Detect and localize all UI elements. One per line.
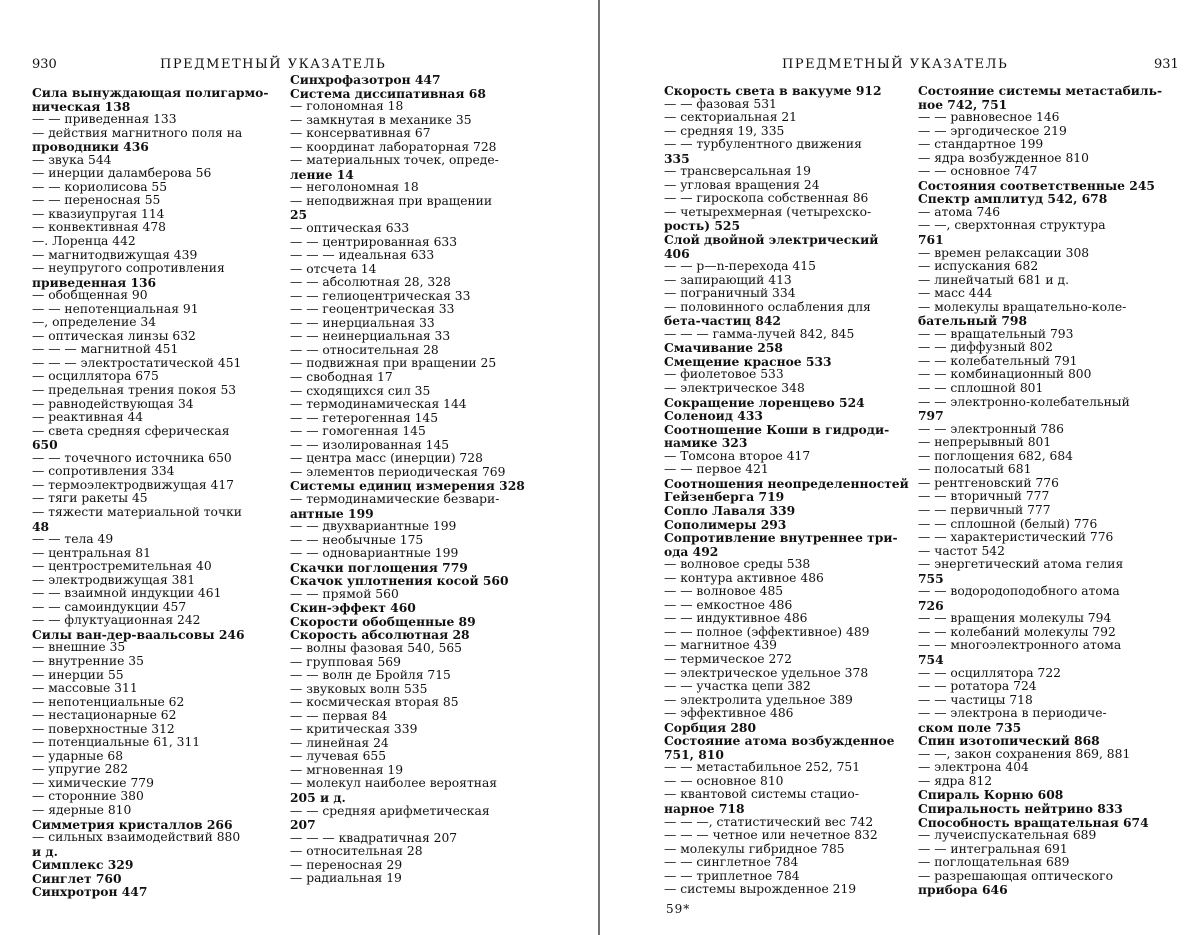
index-entry: — — относительная 28 [290,342,439,357]
index-entry: Синхрофазотрон 447 [290,72,441,87]
index-entry: — ядра возбужденное 810 [918,150,1089,165]
index-entry: — эффективное 486 [664,706,794,721]
index-entry: — нестационарные 62 [32,708,177,723]
index-entry: — радиальная 19 [290,871,402,886]
index-entry: — — первое 421 [664,462,769,477]
index-entry: антные 199 [290,505,374,521]
index-entry: — — ротатора 724 [918,679,1037,694]
index-entry: — осциллятора 675 [32,369,159,384]
index-entry: прибора 646 [918,882,1008,898]
index-entry: — трансверсальная 19 [664,164,811,179]
index-entry: — — — идеальная 633 [290,248,435,263]
index-entry: — времен релаксации 308 [918,245,1090,260]
index-entry: приведенная 136 [32,274,157,290]
index-entry: — — фазовая 531 [664,96,777,111]
index-entry: Скорость света в вакууме 912 [664,83,882,98]
index-entry: — — — четное или нечетное 832 [664,828,878,843]
index-entry: — непотенциальные 62 [32,694,185,709]
index-entry: Скачок уплотнения косой 560 [290,573,509,589]
index-entry: — магнитное 439 [664,638,777,653]
index-entry: — — гироскопа собственная 86 [664,191,869,206]
index-entry: 25 [290,207,308,223]
index-entry: — — вращательный 793 [918,326,1074,341]
index-entry: — оптическая 633 [290,221,410,236]
index-entry: — — волн де Бройля 715 [290,668,451,683]
index-entry: — — точечного источника 650 [32,450,232,465]
index-entry: — оптическая линзы 632 [32,328,196,343]
index-entry: — — триплетное 784 [664,868,800,883]
index-entry: — — центрированная 633 [290,234,458,249]
index-entry: — — первая 84 [290,708,388,723]
right-page [606,0,1200,935]
index-entry: — поверхностные 312 [32,721,175,736]
index-entry: бательный 798 [918,313,1028,329]
index-entry: — критическая 339 [290,722,418,737]
index-entry: 335 [664,150,690,166]
index-entry: — — многоэлектронного атома [918,638,1122,653]
index-entry: — электрическое удельное 378 [664,665,869,680]
index-entry: — стандартное 199 [918,137,1044,152]
index-entry: 754 [918,651,944,667]
index-entry: 48 [32,518,50,534]
left-index-column-2 [290,73,580,886]
index-entry: Соотношения неопределенностей [664,475,909,491]
index-entry: — — эргодическое 219 [918,123,1067,138]
index-entry: Скачки поглощения 779 [290,559,468,575]
index-entry: — — основное 747 [918,164,1038,179]
index-entry: — конвективная 478 [32,220,166,235]
index-entry: — — изолированная 145 [290,437,450,452]
index-entry: — — инерциальная 33 [290,315,435,330]
index-entry: — — колебаний молекулы 792 [918,624,1116,639]
index-entry: 797 [918,408,944,424]
index-entry: — — емкостное 486 [664,597,793,612]
index-entry: Системы единиц измерения 328 [290,478,525,494]
index-entry: — электродвижущая 381 [32,572,196,587]
index-entry: — испускания 682 [918,259,1039,274]
index-entry: Синглет 760 [32,870,122,886]
right-index-column-1 [664,84,912,897]
index-entry: — инерции 55 [32,667,124,682]
index-entry: — упругие 282 [32,762,129,777]
index-entry: — — колебательный 791 [918,353,1078,368]
index-entry: Слой двойной электрический [664,232,879,248]
index-entry: Симметрия кристаллов 266 [32,816,233,832]
index-entry: — — электронно-колебательный [918,394,1130,409]
index-entry: — замкнутая в механике 35 [290,112,472,127]
index-entry: — свободная 17 [290,370,393,385]
index-entry: Способность вращательная 674 [918,814,1149,830]
index-entry: — электрическое 348 [664,381,805,396]
index-entry: — молекул наиболее вероятная [290,776,498,791]
index-entry: — — гетерогенная 145 [290,410,439,425]
index-entry: — магнитодвижущая 439 [32,247,198,262]
index-entry: — термодинамическая 144 [290,397,467,412]
index-entry: — потенциальные 61, 311 [32,735,201,750]
index-entry: — — волновое 485 [664,584,784,599]
index-entry: Симплекс 329 [32,857,134,873]
index-entry: — системы вырожденное 219 [664,882,857,897]
index-entry: — волны фазовая 540, 565 [290,640,462,655]
index-entry: — — электрона в периодиче- [918,706,1107,721]
index-entry: Силы ван-дер-ваальсовы 246 [32,626,245,642]
index-entry: — — —, статистический вес 742 [664,814,874,829]
index-entry: Сокращение лоренцево 524 [664,394,865,410]
index-entry: проводники 436 [32,139,149,155]
index-entry: 755 [918,570,944,586]
index-entry: — мгновенная 19 [290,762,404,777]
index-entry: — консервативная 67 [290,126,431,141]
index-entry: рость) 525 [664,218,741,234]
index-entry: — обобщенная 90 [32,288,148,303]
index-entry: — — сплошной (белый) 776 [918,516,1098,531]
index-entry: — частот 542 [918,543,1005,558]
index-entry: — внутренние 35 [32,653,144,668]
index-entry: — контура активное 486 [664,570,824,585]
index-entry: — — полное (эффективное) 489 [664,624,870,639]
index-entry: —. Лоренца 442 [32,234,136,249]
index-entry: — атома 746 [918,204,1001,219]
index-entry: — массовые 311 [32,681,138,696]
index-entry: — — двухвариантные 199 [290,519,457,534]
index-entry: — ударные 68 [32,748,124,763]
index-entry: — — участка цепи 382 [664,679,811,694]
index-entry: Смещение красное 533 [664,353,832,369]
index-entry: — — метастабильное 252, 751 [664,760,861,775]
index-entry: — голономная 18 [290,99,404,114]
index-entry: — — водородоподобного атома [918,584,1120,599]
index-entry: — — самоиндукции 457 [32,599,187,614]
index-entry: — — комбинационный 800 [918,367,1092,382]
index-entry: — — турбулентного движения [664,137,862,152]
index-entry: Гейзенберга 719 [664,489,785,505]
index-entry: — элементов периодическая 769 [290,464,506,479]
index-entry: — — осциллятора 722 [918,665,1061,680]
index-entry: 726 [918,597,944,613]
index-entry: Скин-эффект 460 [290,600,416,616]
index-entry: — внешние 35 [32,640,126,655]
index-entry: — — индуктивное 486 [664,611,808,626]
index-entry: — групповая 569 [290,654,401,669]
index-entry: Сорбция 280 [664,719,757,735]
index-entry: — звуковых волн 535 [290,681,428,696]
index-entry: — — частицы 718 [918,692,1033,707]
index-entry: — термоэлектродвижущая 417 [32,477,235,492]
index-entry: — звука 544 [32,152,112,167]
index-entry: — лучеиспускательная 689 [918,828,1097,843]
index-entry: — волновое среды 538 [664,557,811,572]
index-entry: — переносная 29 [290,857,403,872]
index-entry: ление 14 [290,166,354,182]
index-entry: — — переносная 55 [32,193,161,208]
index-entry: — — диффузный 802 [918,340,1053,355]
index-entry: — секториальная 21 [664,110,798,125]
signature-mark: 59* [666,902,691,916]
index-entry: 406 [664,245,690,261]
index-entry: — космическая вторая 85 [290,695,459,710]
index-entry: — сопротивления 334 [32,464,175,479]
index-entry: и д. [32,843,58,859]
index-entry: бета-частиц 842 [664,313,781,329]
index-entry: — поглощения 682, 684 [918,448,1073,463]
index-entry: — — непотенциальная 91 [32,301,199,316]
index-entry: — молекулы вращательно-коле- [918,299,1127,314]
index-entry: — непрерывный 801 [918,435,1052,450]
index-entry: — неупругого сопротивления [32,261,225,276]
index-entry: 761 [918,232,944,248]
index-entry: нарное 718 [664,800,745,816]
index-entry: — средняя 19, 335 [664,123,785,138]
index-entry: — — прямой 560 [290,586,399,601]
index-entry: — — флуктуационная 242 [32,613,201,628]
index-entry: Спиральность нейтрино 833 [918,800,1123,816]
index-entry: — четырехмерная (четырехско- [664,204,872,219]
index-entry: Сопло Лаваля 339 [664,502,796,518]
left-page [0,0,592,935]
index-entry: Сила вынуждающая полигармо- [32,85,269,100]
index-entry: — — одновариантные 199 [290,546,459,561]
index-entry: — света средняя сферическая [32,423,230,438]
index-entry: — тяжести материальной точки [32,504,242,519]
index-entry: — — p—n-перехода 415 [664,259,816,274]
index-entry: — линейная 24 [290,735,389,750]
index-entry: Синхротрон 447 [32,884,148,900]
index-entry: Соленоид 433 [664,408,763,424]
index-entry: — поглощательная 689 [918,855,1070,870]
index-entry: ное 742, 751 [918,96,1008,112]
index-entry: — лучевая 655 [290,749,387,764]
index-entry: — отсчета 14 [290,261,377,276]
index-entry: — реактивная 44 [32,410,144,425]
index-entry: — инерции даламберова 56 [32,166,212,181]
index-entry: — квазиупругая 114 [32,206,165,221]
index-entry: Спираль Корню 608 [918,787,1064,803]
right-running-title: ПРЕДМЕТНЫЙ УКАЗАТЕЛЬ [782,57,1009,72]
index-entry: — угловая вращения 24 [664,177,820,192]
index-entry: — — тела 49 [32,532,114,547]
index-entry: — неподвижная при вращении [290,193,493,208]
index-entry: — сходящихся сил 35 [290,383,431,398]
index-entry: — — первичный 777 [918,502,1051,517]
right-page-number: 931 [1154,57,1179,72]
index-entry: — — геоцентрическая 33 [290,302,455,317]
index-entry: — линейчатый 681 и д. [918,272,1070,287]
index-entry: — масс 444 [918,286,993,301]
index-entry: — — необычные 175 [290,532,424,547]
index-entry: 205 и д. [290,789,346,805]
index-entry: — тяги ракеты 45 [32,491,148,506]
right-index-column-2 [918,84,1194,897]
index-entry: — — — магнитной 451 [32,342,179,357]
index-entry: — равнодействующая 34 [32,396,194,411]
index-entry: — — — гамма-лучей 842, 845 [664,326,855,341]
index-entry: — — характеристический 776 [918,530,1114,545]
index-entry: — — электронный 786 [918,421,1064,436]
index-entry: — половинного ослабления для [664,299,871,314]
index-entry: — — вторичный 777 [918,489,1050,504]
index-entry: — центра масс (инерции) 728 [290,451,483,466]
index-entry: — — средняя арифметическая [290,803,490,818]
index-entry: — — сплошной 801 [918,381,1044,396]
index-entry: — фиолетовое 533 [664,367,784,382]
index-entry: — сторонние 380 [32,789,144,804]
index-entry: — электролита удельное 389 [664,692,853,707]
index-entry: — энергетический атома гелия [918,557,1124,572]
index-entry: — термическое 272 [664,651,792,666]
index-entry: — — гомогенная 145 [290,424,426,439]
index-entry: — химические 779 [32,775,154,790]
index-entry: — — абсолютная 28, 328 [290,275,451,290]
index-entry: — молекулы гибридное 785 [664,841,845,856]
index-entry: Скорость абсолютная 28 [290,627,470,643]
index-entry: — — неинерциальная 33 [290,329,451,344]
index-entry: Сопротивление внутреннее три- [664,530,898,546]
index-entry: — — приведенная 133 [32,112,177,127]
left-running-title: ПРЕДМЕТНЫЙ УКАЗАТЕЛЬ [160,57,387,72]
index-entry: — центральная 81 [32,545,151,560]
index-entry: —, определение 34 [32,315,157,330]
index-entry: — — гелиоцентрическая 33 [290,288,471,303]
index-entry: — сильных взаимодействий 880 [32,830,241,845]
index-entry: Система диссипативная 68 [290,85,486,101]
index-entry: — — интегральная 691 [918,841,1068,856]
index-entry: Скорости обобщенные 89 [290,613,476,629]
index-entry: — неголономная 18 [290,180,419,195]
index-entry: — относительная 28 [290,844,423,859]
index-entry: — подвижная при вращении 25 [290,356,497,371]
index-entry: — —, закон сохранения 869, 881 [918,746,1131,761]
index-entry: — материальных точек, опреде- [290,153,499,168]
index-entry: — термодинамические безвари- [290,491,500,506]
index-entry: 207 [290,817,316,833]
index-entry: Соотношение Коши в гидроди- [664,421,890,437]
index-entry: — — синглетное 784 [664,855,799,870]
index-entry: — запирающий 413 [664,272,792,287]
index-entry: — — взаимной индукции 461 [32,586,222,601]
index-entry: Спин изотопический 868 [918,733,1100,749]
index-entry: Состояние системы метастабиль- [918,83,1163,98]
index-entry: — пограничный 334 [664,286,796,301]
index-entry: — центростремительная 40 [32,559,212,574]
index-entry: — ядерные 810 [32,802,132,817]
index-entry: — — вращения молекулы 794 [918,611,1112,626]
left-page-number: 930 [32,57,57,72]
index-entry: — координат лабораторная 728 [290,139,497,154]
index-entry: ническая 138 [32,98,131,114]
index-entry: ском поле 735 [918,719,1022,735]
index-entry: — — равновесное 146 [918,110,1060,125]
index-entry: — —, сверхтонная структура [918,218,1106,233]
index-entry: Сополимеры 293 [664,516,787,532]
index-entry: 650 [32,437,58,453]
index-entry: — ядра 812 [918,773,993,788]
index-entry: Спектр амплитуд 542, 678 [918,191,1108,207]
index-entry: Состояние атома возбужденное [664,733,895,749]
index-entry: Смачивание 258 [664,340,783,356]
index-entry: — электрона 404 [918,760,1029,775]
index-entry: — полосатый 681 [918,462,1032,477]
book-spine [598,0,600,935]
index-entry: — рентгеновский 776 [918,475,1059,490]
index-entry: — предельная трения покоя 53 [32,383,237,398]
index-entry: — квантовой системы стацио- [664,787,859,802]
index-entry: — — кориолисова 55 [32,179,168,194]
index-entry: — разрешающая оптического [918,868,1113,883]
index-entry: — Томсона второе 417 [664,448,811,463]
index-entry: — — — квадратичная 207 [290,830,458,845]
index-entry: ода 492 [664,543,719,559]
index-entry: 751, 810 [664,746,724,762]
index-entry: — — основное 810 [664,773,784,788]
index-entry: Состояния соответственные 245 [918,177,1155,193]
index-entry: — действия магнитного поля на [32,125,243,140]
left-index-column-1 [32,86,282,899]
index-entry: намике 323 [664,435,748,451]
index-entry: — — — электростатической 451 [32,355,242,370]
